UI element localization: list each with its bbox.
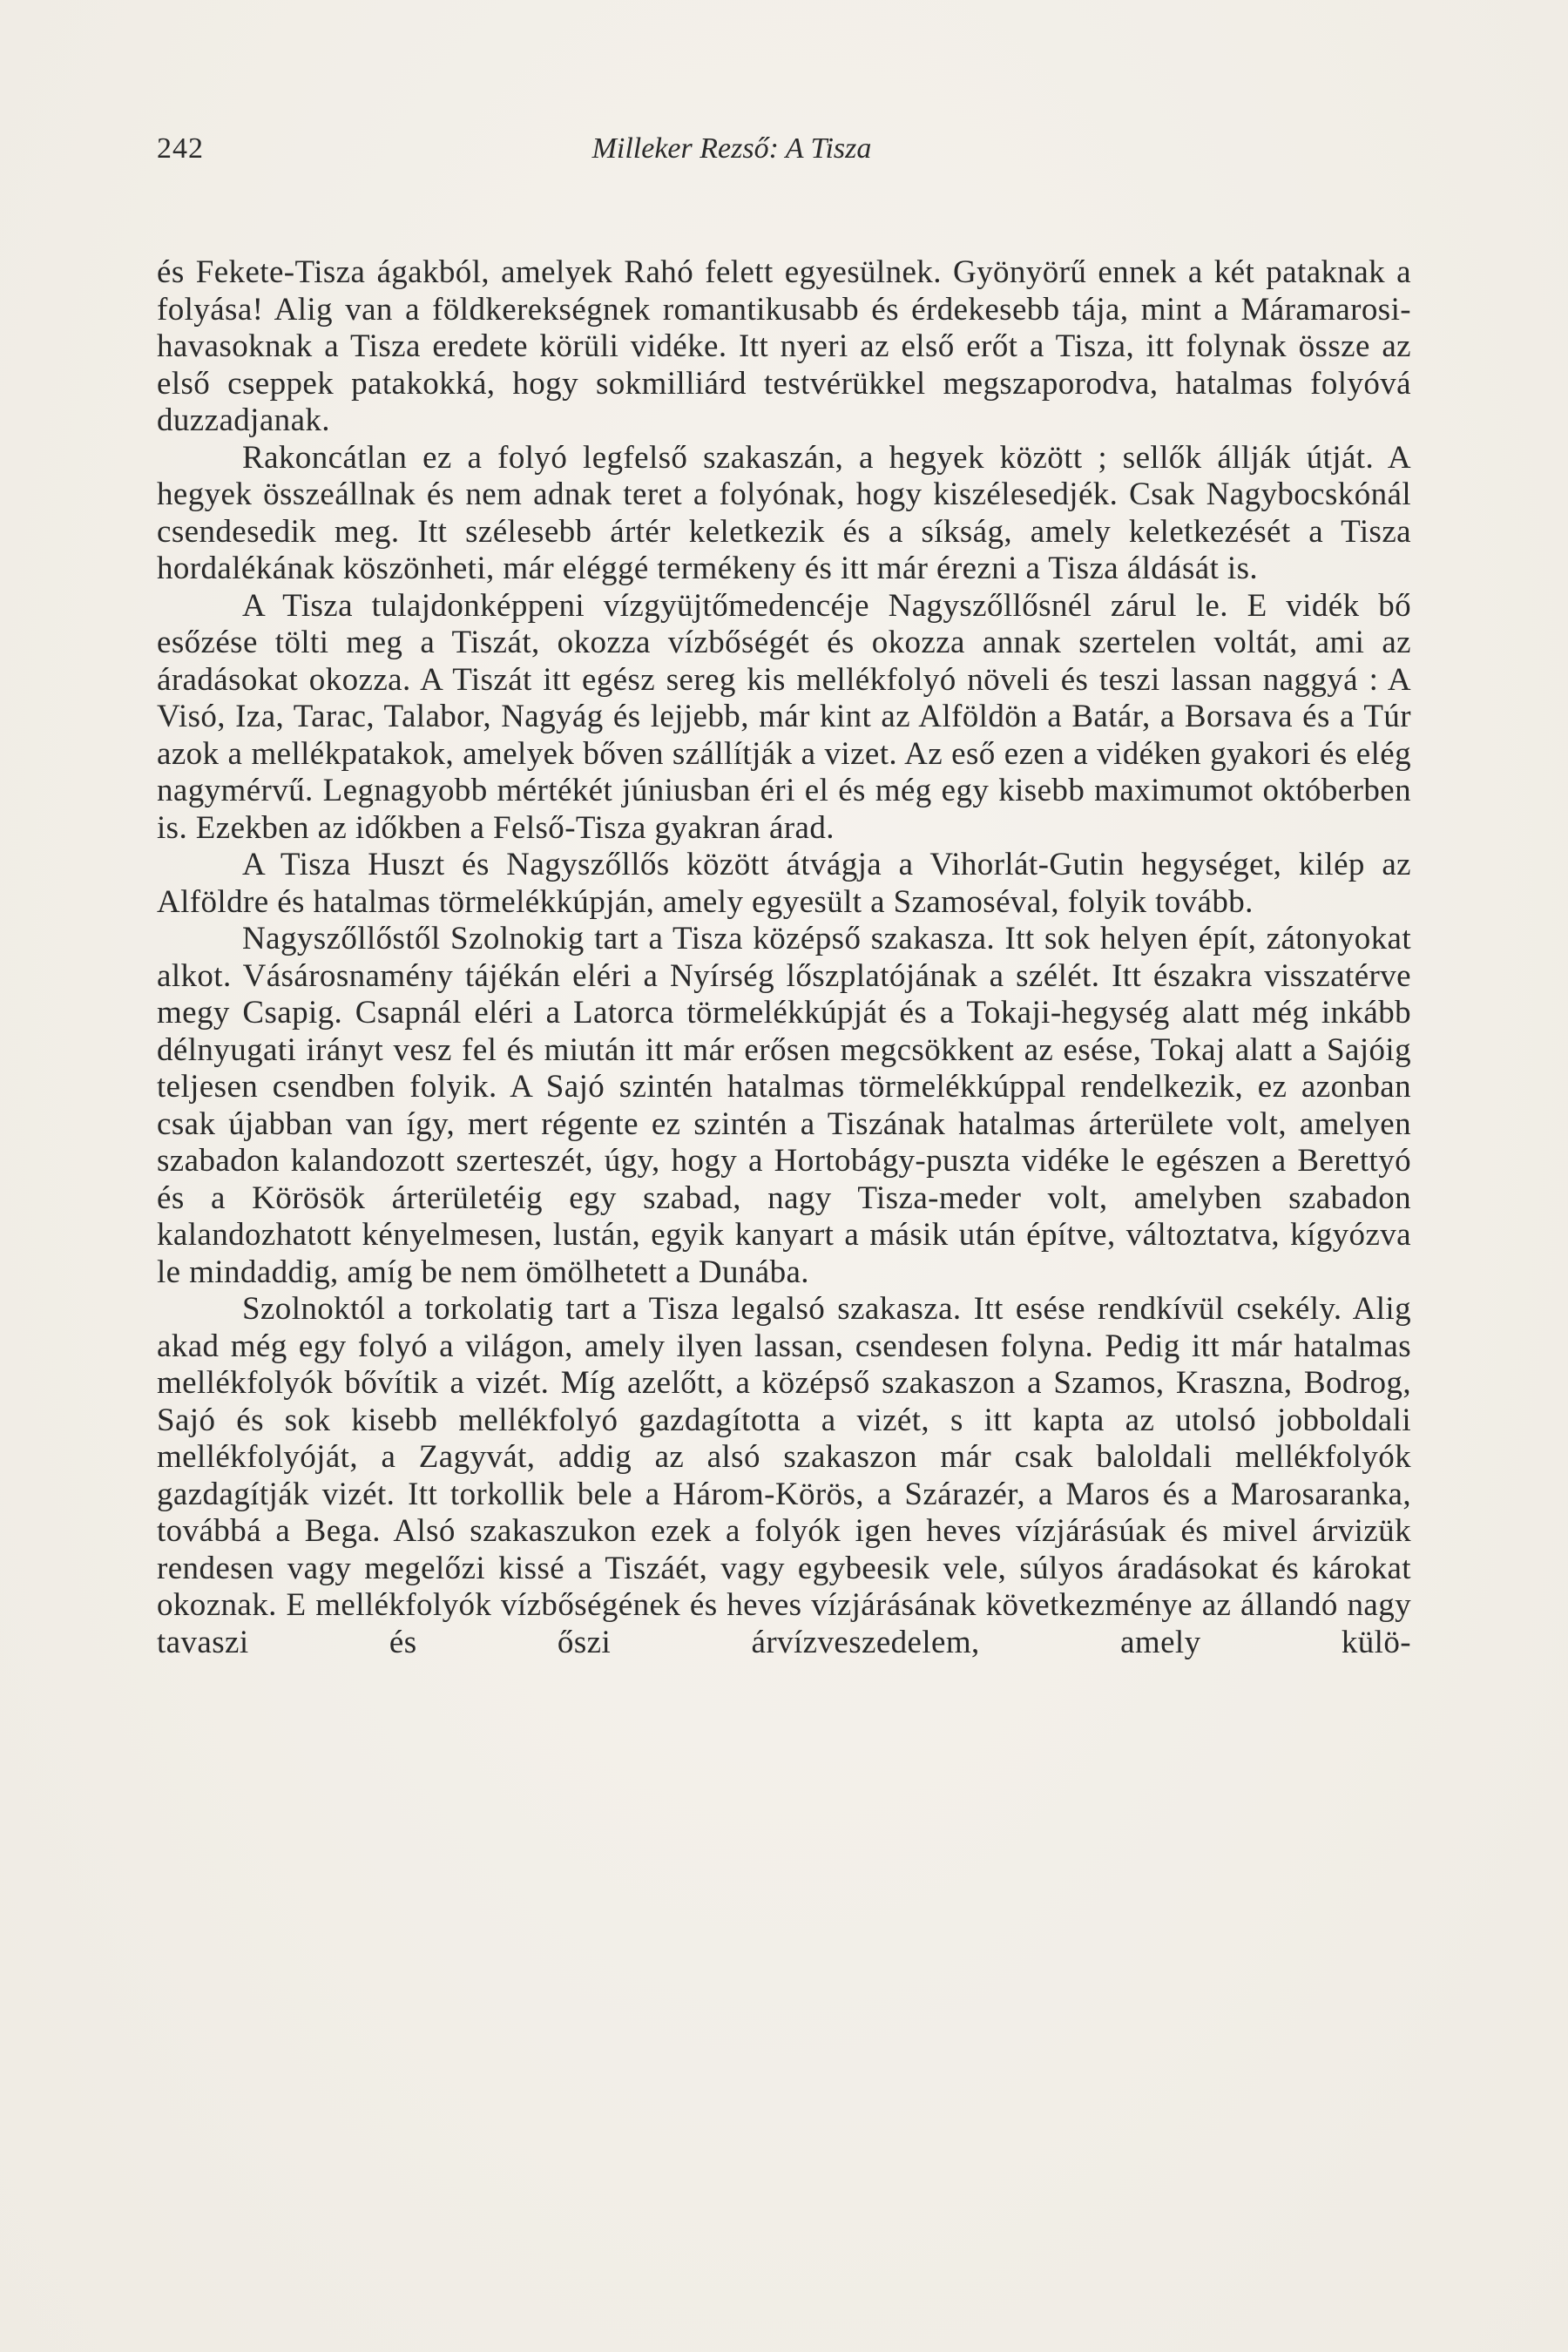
paragraph-upper-section: Rakoncátlan ez a folyó legfelső szakaszán, a hegyek között ; sellők állják útját. A hegyek összeállnak és nem adnak teret a folyónak, hogy kiszélesedjék. Csak Nagybocskónál csendesedik meg. Itt szélesebb ártér keletkezik és a síkság, amely keletkezését a Tisza hordalékának köszönheti, már eléggé termékeny és itt már érezni a Tisza áldását is. [157, 439, 1411, 586]
body-text [157, 254, 1411, 1661]
page-number: 242 [157, 132, 204, 165]
paragraph-lower-section: Szolnoktól a torkolatig tart a Tisza legalsó szakasza. Itt esése rendkívül csekély. Alig akad még egy folyó a világon, amely ilyen lassan, csendesen folyna. Pedig itt már hatalmas mellékfolyók bővítik a vizét. Míg azelőtt, a középső szakaszon a Szamos, Kraszna, Bodrog, Sajó és sok kisebb mellékfolyó gazdagította a vizét, s itt kapta az utolsó jobboldali mellékfolyóját, a Zagyvát, addig az alsó szakaszon már csak baloldali mellékfolyók gazdagítják vizét. Itt torkollik bele a Három-Körös, a Szárazér, a Maros és a Marosaranka, továbbá a Bega. Alsó szakaszukon ezek a folyók igen heves vízjárásúak és mivel árvizük rendesen vagy megelőzi kissé a Tiszáét, vagy egybeesik vele, súlyos áradásokat és károkat okoznak. E mellékfolyók vízbőségének és heves vízjárásának következménye az állandó nagy tavaszi és őszi árvízveszedelem, amely külö- [157, 1291, 1411, 1660]
running-title: Milleker Rezső: A Tisza [591, 132, 872, 165]
paragraph-catchment: A Tisza tulajdonképpeni vízgyüjtőmedencéje Nagyszőllősnél zárul le. E vidék bő esőzése tölti meg a Tiszát, okozza vízbőségét és okozza annak szertelen voltát, ami az áradásokat okozza. A Tiszát itt egész sereg kis mellékfolyó növeli és teszi lassan naggyá : A Visó, Iza, Tarac, Talabor, Nagyág és lejjebb, már kint az Alföldön a Batár, a Borsava és a Túr azok a mellékpatakok, amelyek bőven szállítják a vizet. Az eső ezen a vidéken gyakori és elég nagymérvű. Legnagyobb mértékét júniusban éri el és még egy kisebb maximumot októberben is. Ezekben az időkben a Felső-Tisza gyakran árad. [157, 587, 1411, 846]
paragraph-huszt: A Tisza Huszt és Nagyszőllős között átvágja a Vihorlát-Gutin hegységet, kilép az Alföldre és hatalmas törmelékkúpján, amely egyesült a Szamoséval, folyik tovább. [157, 847, 1411, 920]
paragraph-continuation: és Fekete-Tisza ágakból, amelyek Rahó felett egyesülnek. Gyönyörű ennek a két pataknak a folyása! Alig van a földkerekségnek romantikusabb és érdekesebb tája, mint a Máramarosi-havasoknak a Tisza eredete körüli vidéke. Itt nyeri az első erőt a Tisza, itt folynak össze az első cseppek patakokká, hogy sokmilliárd testvérükkel megszaporodva, hatalmas folyóvá duzzadjanak. [157, 254, 1411, 438]
running-head [157, 132, 1411, 176]
paragraph-middle-section: Nagyszőllőstől Szolnokig tart a Tisza középső szakasza. Itt sok helyen épít, zátonyokat alkot. Vásárosnamény tájékán eléri a Nyírség lőszplatójának a szélét. Itt északra visszatérve megy Csapig. Csapnál eléri a Latorca törmelékkúpját és a Tokaji-hegység alatt még inkább délnyugati irányt vesz fel és miután itt már erősen megcsökkent az esése, Tokaj alatt a Sajóig teljesen csendben folyik. A Sajó szintén hatalmas törmelékkúppal rendelkezik, ez azonban csak újabban van így, mert régente ez szintén a Tiszának hatalmas árterülete volt, amelyen szabadon kalandozott szerteszét, úgy, hogy a Hortobágy-puszta vidéke le egészen a Berettyó és a Körösök árterületéig egy szabad, nagy Tisza-meder volt, amelyben szabadon kalandozhatott kényelmesen, lustán, egyik kanyart a másik után építve, változtatva, kígyózva le mindaddig, amíg be nem ömölhetett a Dunába. [157, 921, 1411, 1290]
